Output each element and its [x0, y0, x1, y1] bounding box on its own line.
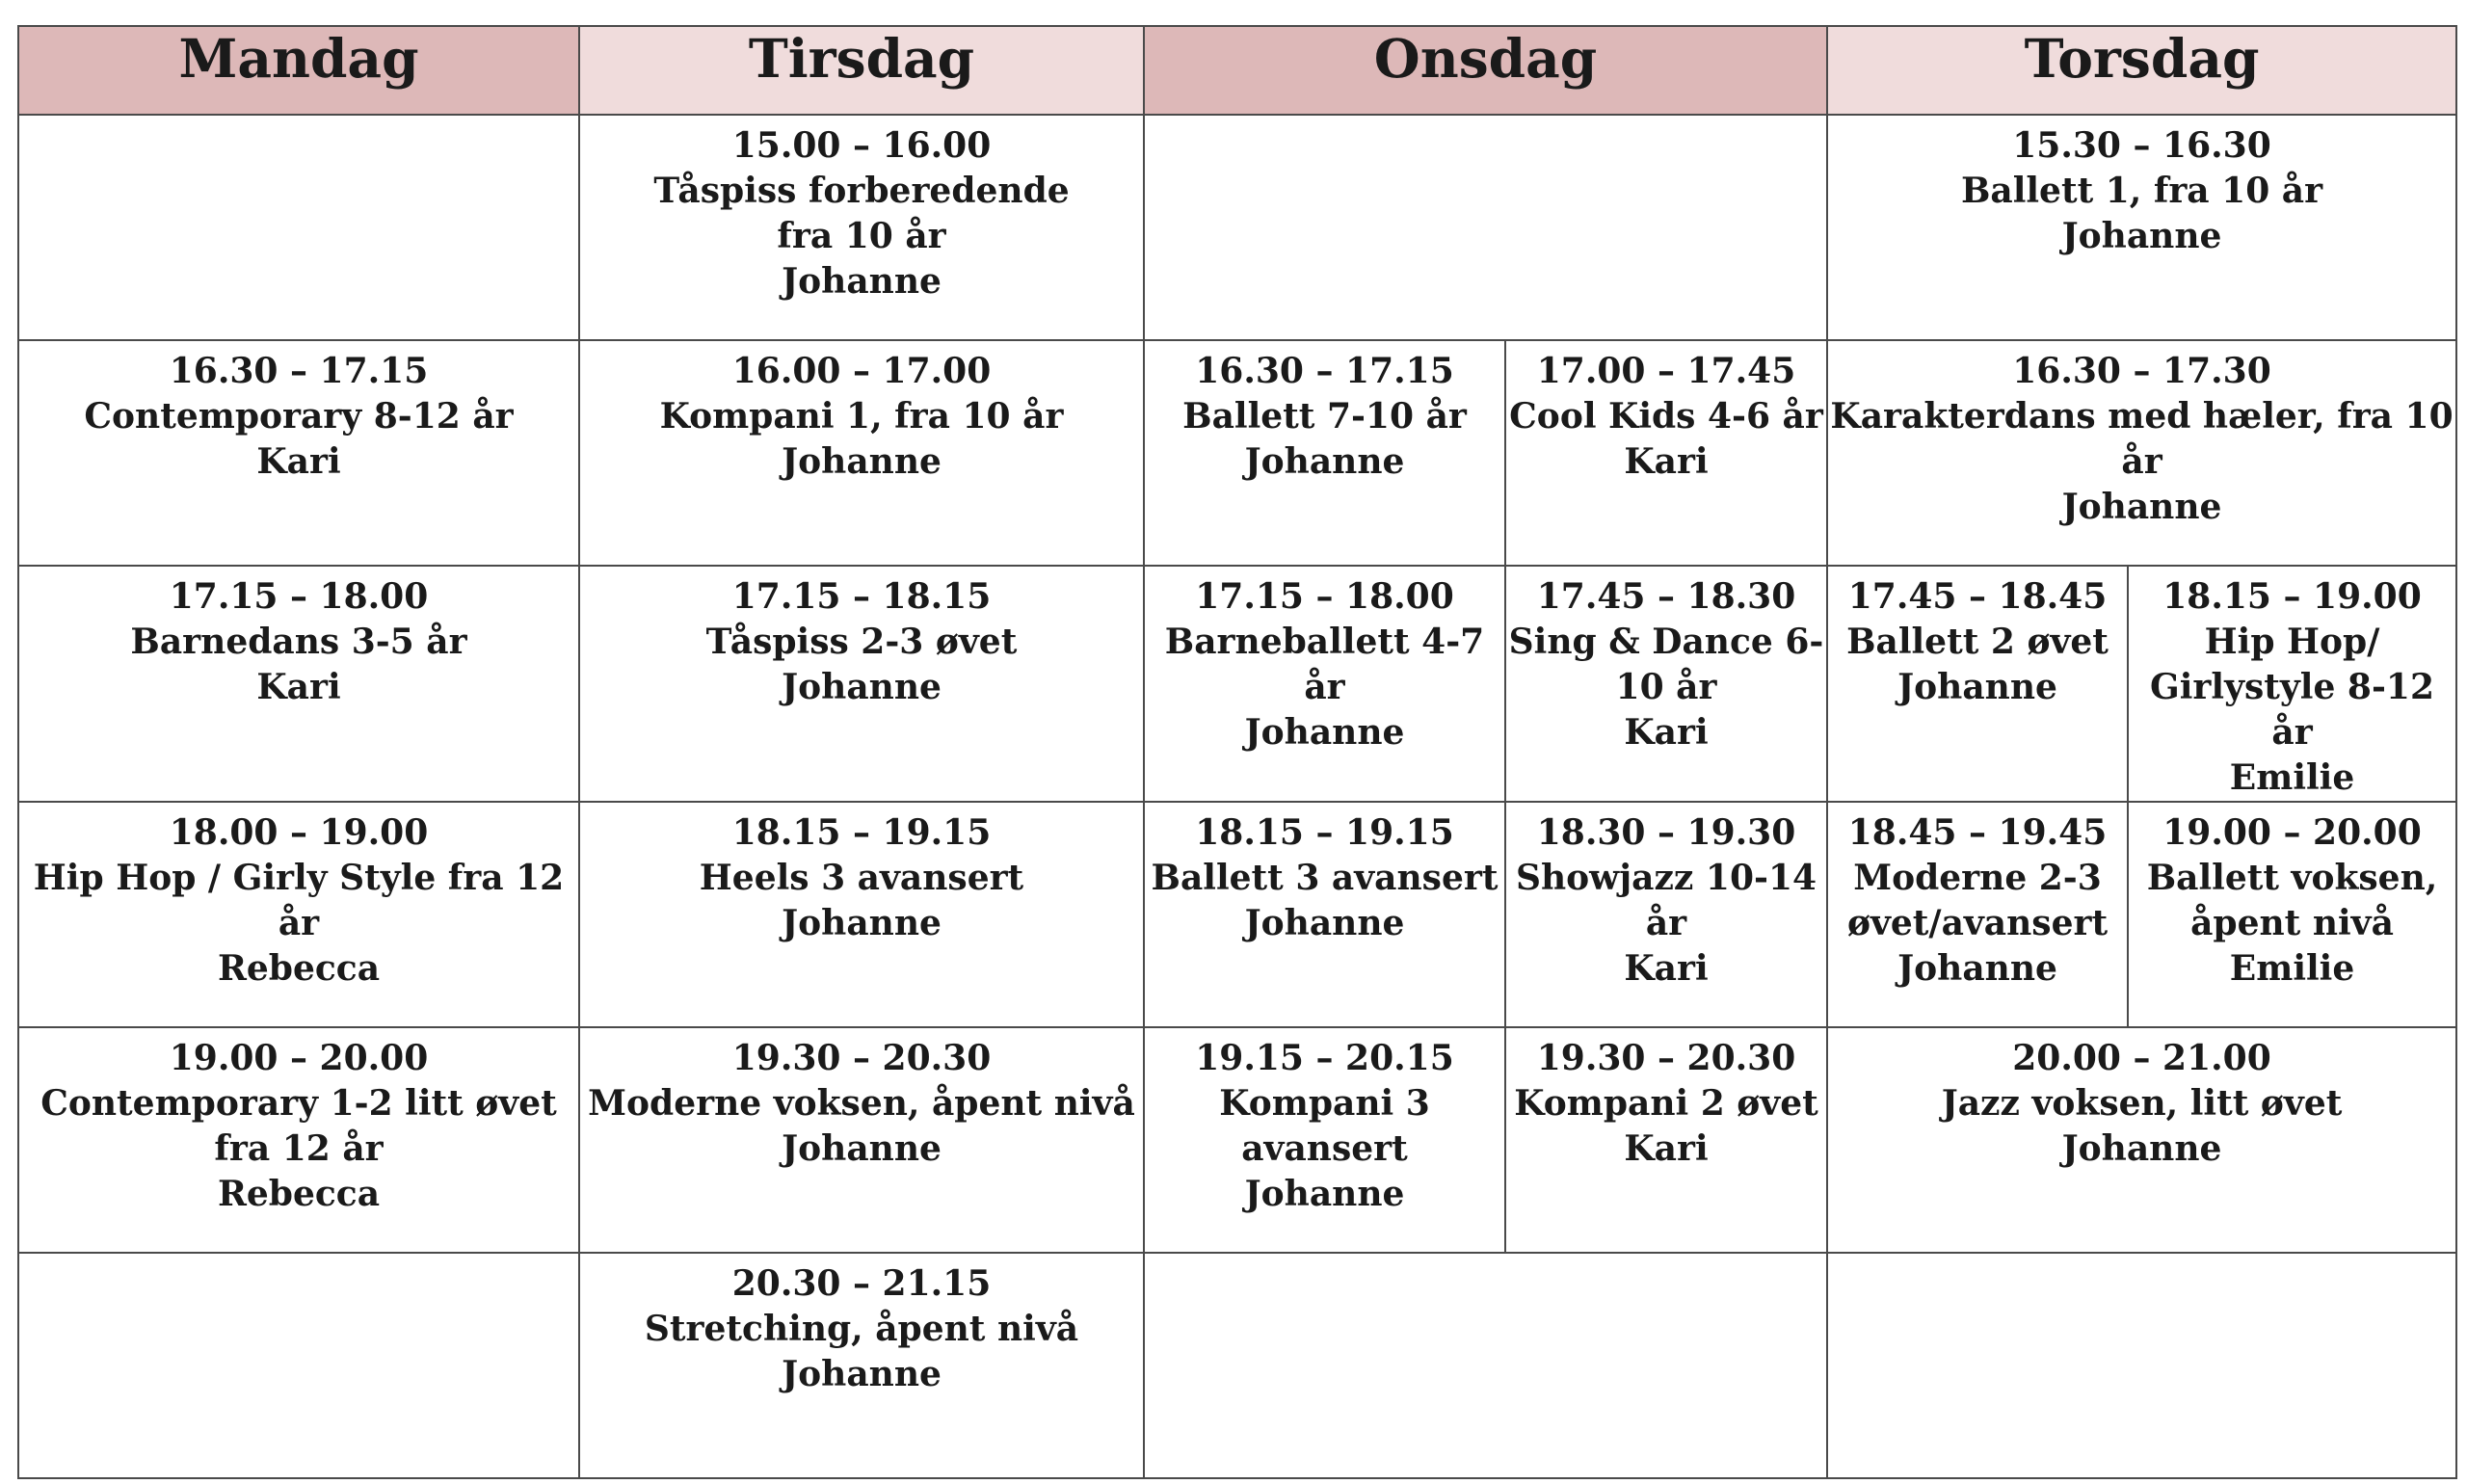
class-teacher: Kari: [256, 441, 341, 482]
class-teacher: Johanne: [1244, 441, 1405, 482]
class-age: fra 12 år: [214, 1128, 384, 1169]
class-teacher: Johanne: [2061, 487, 2222, 527]
class-teacher: Johanne: [782, 441, 942, 482]
class-slot: [1827, 802, 2128, 1027]
class-slot: [1505, 1027, 1827, 1253]
schedule-row: [18, 1253, 2456, 1478]
day-header-wednesday: Onsdag: [1144, 26, 1827, 115]
day-header-monday: Mandag: [18, 26, 579, 115]
class-name: Ballett 7-10 år: [1182, 396, 1467, 437]
class-time: 17.15 – 18.00: [169, 576, 429, 617]
class-slot: [579, 1253, 1144, 1478]
class-name: Karakterdans med hæler, fra 10 år: [1830, 396, 2454, 482]
class-name: Kompani 1, fra 10 år: [659, 396, 1064, 437]
class-name: Ballett voksen, åpent nivå: [2146, 858, 2438, 943]
class-time: 17.15 – 18.15: [731, 576, 992, 617]
class-name: Showjazz 10-14 år: [1515, 858, 1817, 943]
class-name: Contemporary 1-2 litt øvet: [40, 1083, 557, 1124]
class-time: 20.30 – 21.15: [731, 1263, 992, 1304]
schedule-row: [18, 802, 2456, 1027]
class-time: 16.30 – 17.15: [1195, 351, 1454, 391]
empty-slot: [1144, 115, 1827, 340]
class-slot: [18, 340, 579, 566]
class-time: 16.30 – 17.30: [2012, 351, 2271, 391]
class-teacher: Rebecca: [217, 1174, 381, 1214]
empty-slot: [18, 115, 579, 340]
class-time: 20.00 – 21.00: [2012, 1038, 2271, 1078]
class-slot: [1827, 115, 2456, 340]
class-name: Heels 3 avansert: [699, 858, 1024, 898]
class-teacher: Emilie: [2229, 757, 2355, 798]
class-time: 17.00 – 17.45: [1536, 351, 1796, 391]
class-teacher: Johanne: [1244, 903, 1405, 943]
class-slot: [1827, 340, 2456, 566]
class-name: Kompani 3 avansert: [1219, 1083, 1430, 1169]
class-slot: [579, 566, 1144, 802]
class-slot: [579, 802, 1144, 1027]
class-teacher: Johanne: [782, 261, 942, 302]
class-slot: [1505, 802, 1827, 1027]
empty-slot: [18, 1253, 579, 1478]
class-teacher: Johanne: [782, 903, 942, 943]
class-name: Barnedans 3-5 år: [130, 622, 467, 662]
class-name: Moderne 2-3 øvet/avansert: [1846, 858, 2109, 943]
class-slot: [18, 802, 579, 1027]
class-slot: [1144, 1027, 1505, 1253]
class-teacher: Johanne: [2061, 1128, 2222, 1169]
class-name: Moderne voksen, åpent nivå: [588, 1083, 1135, 1124]
class-teacher: Emilie: [2229, 948, 2355, 989]
weekly-class-schedule: [17, 25, 2457, 1479]
class-time: 18.45 – 19.45: [1847, 812, 2108, 853]
class-time: 17.45 – 18.30: [1536, 576, 1796, 617]
class-name: Hip Hop / Girly Style fra 12 år: [33, 858, 565, 943]
class-slot: [1144, 802, 1505, 1027]
class-name: Ballett 3 avansert: [1151, 858, 1499, 898]
class-name: Ballett 2 øvet: [1846, 622, 2109, 662]
schedule-row: [18, 566, 2456, 802]
class-teacher: Johanne: [782, 1128, 942, 1169]
class-time: 15.00 – 16.00: [731, 125, 992, 166]
class-name: Tåspiss forberedende: [653, 171, 1070, 211]
class-slot: [579, 340, 1144, 566]
class-slot: [18, 1027, 579, 1253]
class-time: 16.00 – 17.00: [731, 351, 992, 391]
class-teacher: Rebecca: [217, 948, 381, 989]
class-slot: [1505, 566, 1827, 802]
class-teacher: Johanne: [1897, 948, 2057, 989]
class-teacher: Johanne: [2061, 216, 2222, 256]
class-teacher: Johanne: [1244, 712, 1405, 753]
class-name: Jazz voksen, litt øvet: [1941, 1083, 2343, 1124]
class-name: Barneballett 4-7 år: [1164, 622, 1485, 707]
class-slot: [1827, 566, 2128, 802]
class-name: Tåspiss 2-3 øvet: [705, 622, 1018, 662]
class-name: Ballett 1, fra 10 år: [1960, 171, 2323, 211]
class-time: 19.15 – 20.15: [1195, 1038, 1454, 1078]
class-teacher: Johanne: [1244, 1174, 1405, 1214]
class-teacher: Kari: [1624, 712, 1709, 753]
class-name: Cool Kids 4-6 år: [1509, 396, 1823, 437]
class-time: 17.45 – 18.45: [1847, 576, 2108, 617]
class-slot: [2128, 802, 2456, 1027]
day-header-thursday: Torsdag: [1827, 26, 2456, 115]
class-teacher: Kari: [1624, 1128, 1709, 1169]
class-slot: [1505, 340, 1827, 566]
class-teacher: Johanne: [1897, 667, 2057, 707]
class-name: Contemporary 8-12 år: [84, 396, 514, 437]
class-slot: [2128, 566, 2456, 802]
schedule-row: [18, 1027, 2456, 1253]
class-name: Sing & Dance 6-10 år: [1508, 622, 1824, 707]
class-slot: [579, 1027, 1144, 1253]
class-teacher: Johanne: [782, 667, 942, 707]
class-time: 15.30 – 16.30: [2012, 125, 2271, 166]
day-header-row: [18, 26, 2456, 115]
class-age: fra 10 år: [777, 216, 946, 256]
class-name: Hip Hop/ Girlystyle 8-12 år: [2150, 622, 2435, 753]
class-time: 19.00 – 20.00: [169, 1038, 429, 1078]
class-name: Kompani 2 øvet: [1514, 1083, 1818, 1124]
class-name: Stretching, åpent nivå: [644, 1309, 1079, 1349]
class-slot: [1144, 340, 1505, 566]
class-time: 17.15 – 18.00: [1195, 576, 1454, 617]
class-teacher: Kari: [1624, 441, 1709, 482]
class-teacher: Kari: [256, 667, 341, 707]
class-time: 18.15 – 19.00: [2162, 576, 2422, 617]
class-slot: [18, 566, 579, 802]
class-time: 19.30 – 20.30: [731, 1038, 992, 1078]
empty-slot: [1827, 1253, 2456, 1478]
schedule-row: [18, 340, 2456, 566]
schedule-row: [18, 115, 2456, 340]
class-slot: [1827, 1027, 2456, 1253]
class-time: 19.30 – 20.30: [1536, 1038, 1796, 1078]
empty-slot: [1144, 1253, 1827, 1478]
class-teacher: Johanne: [782, 1354, 942, 1394]
class-time: 18.15 – 19.15: [731, 812, 992, 853]
class-time: 18.00 – 19.00: [169, 812, 429, 853]
class-time: 19.00 – 20.00: [2162, 812, 2422, 853]
class-slot: [579, 115, 1144, 340]
class-time: 18.15 – 19.15: [1195, 812, 1454, 853]
class-slot: [1144, 566, 1505, 802]
class-teacher: Kari: [1624, 948, 1709, 989]
class-time: 18.30 – 19.30: [1536, 812, 1796, 853]
day-header-tuesday: Tirsdag: [579, 26, 1144, 115]
class-time: 16.30 – 17.15: [169, 351, 429, 391]
